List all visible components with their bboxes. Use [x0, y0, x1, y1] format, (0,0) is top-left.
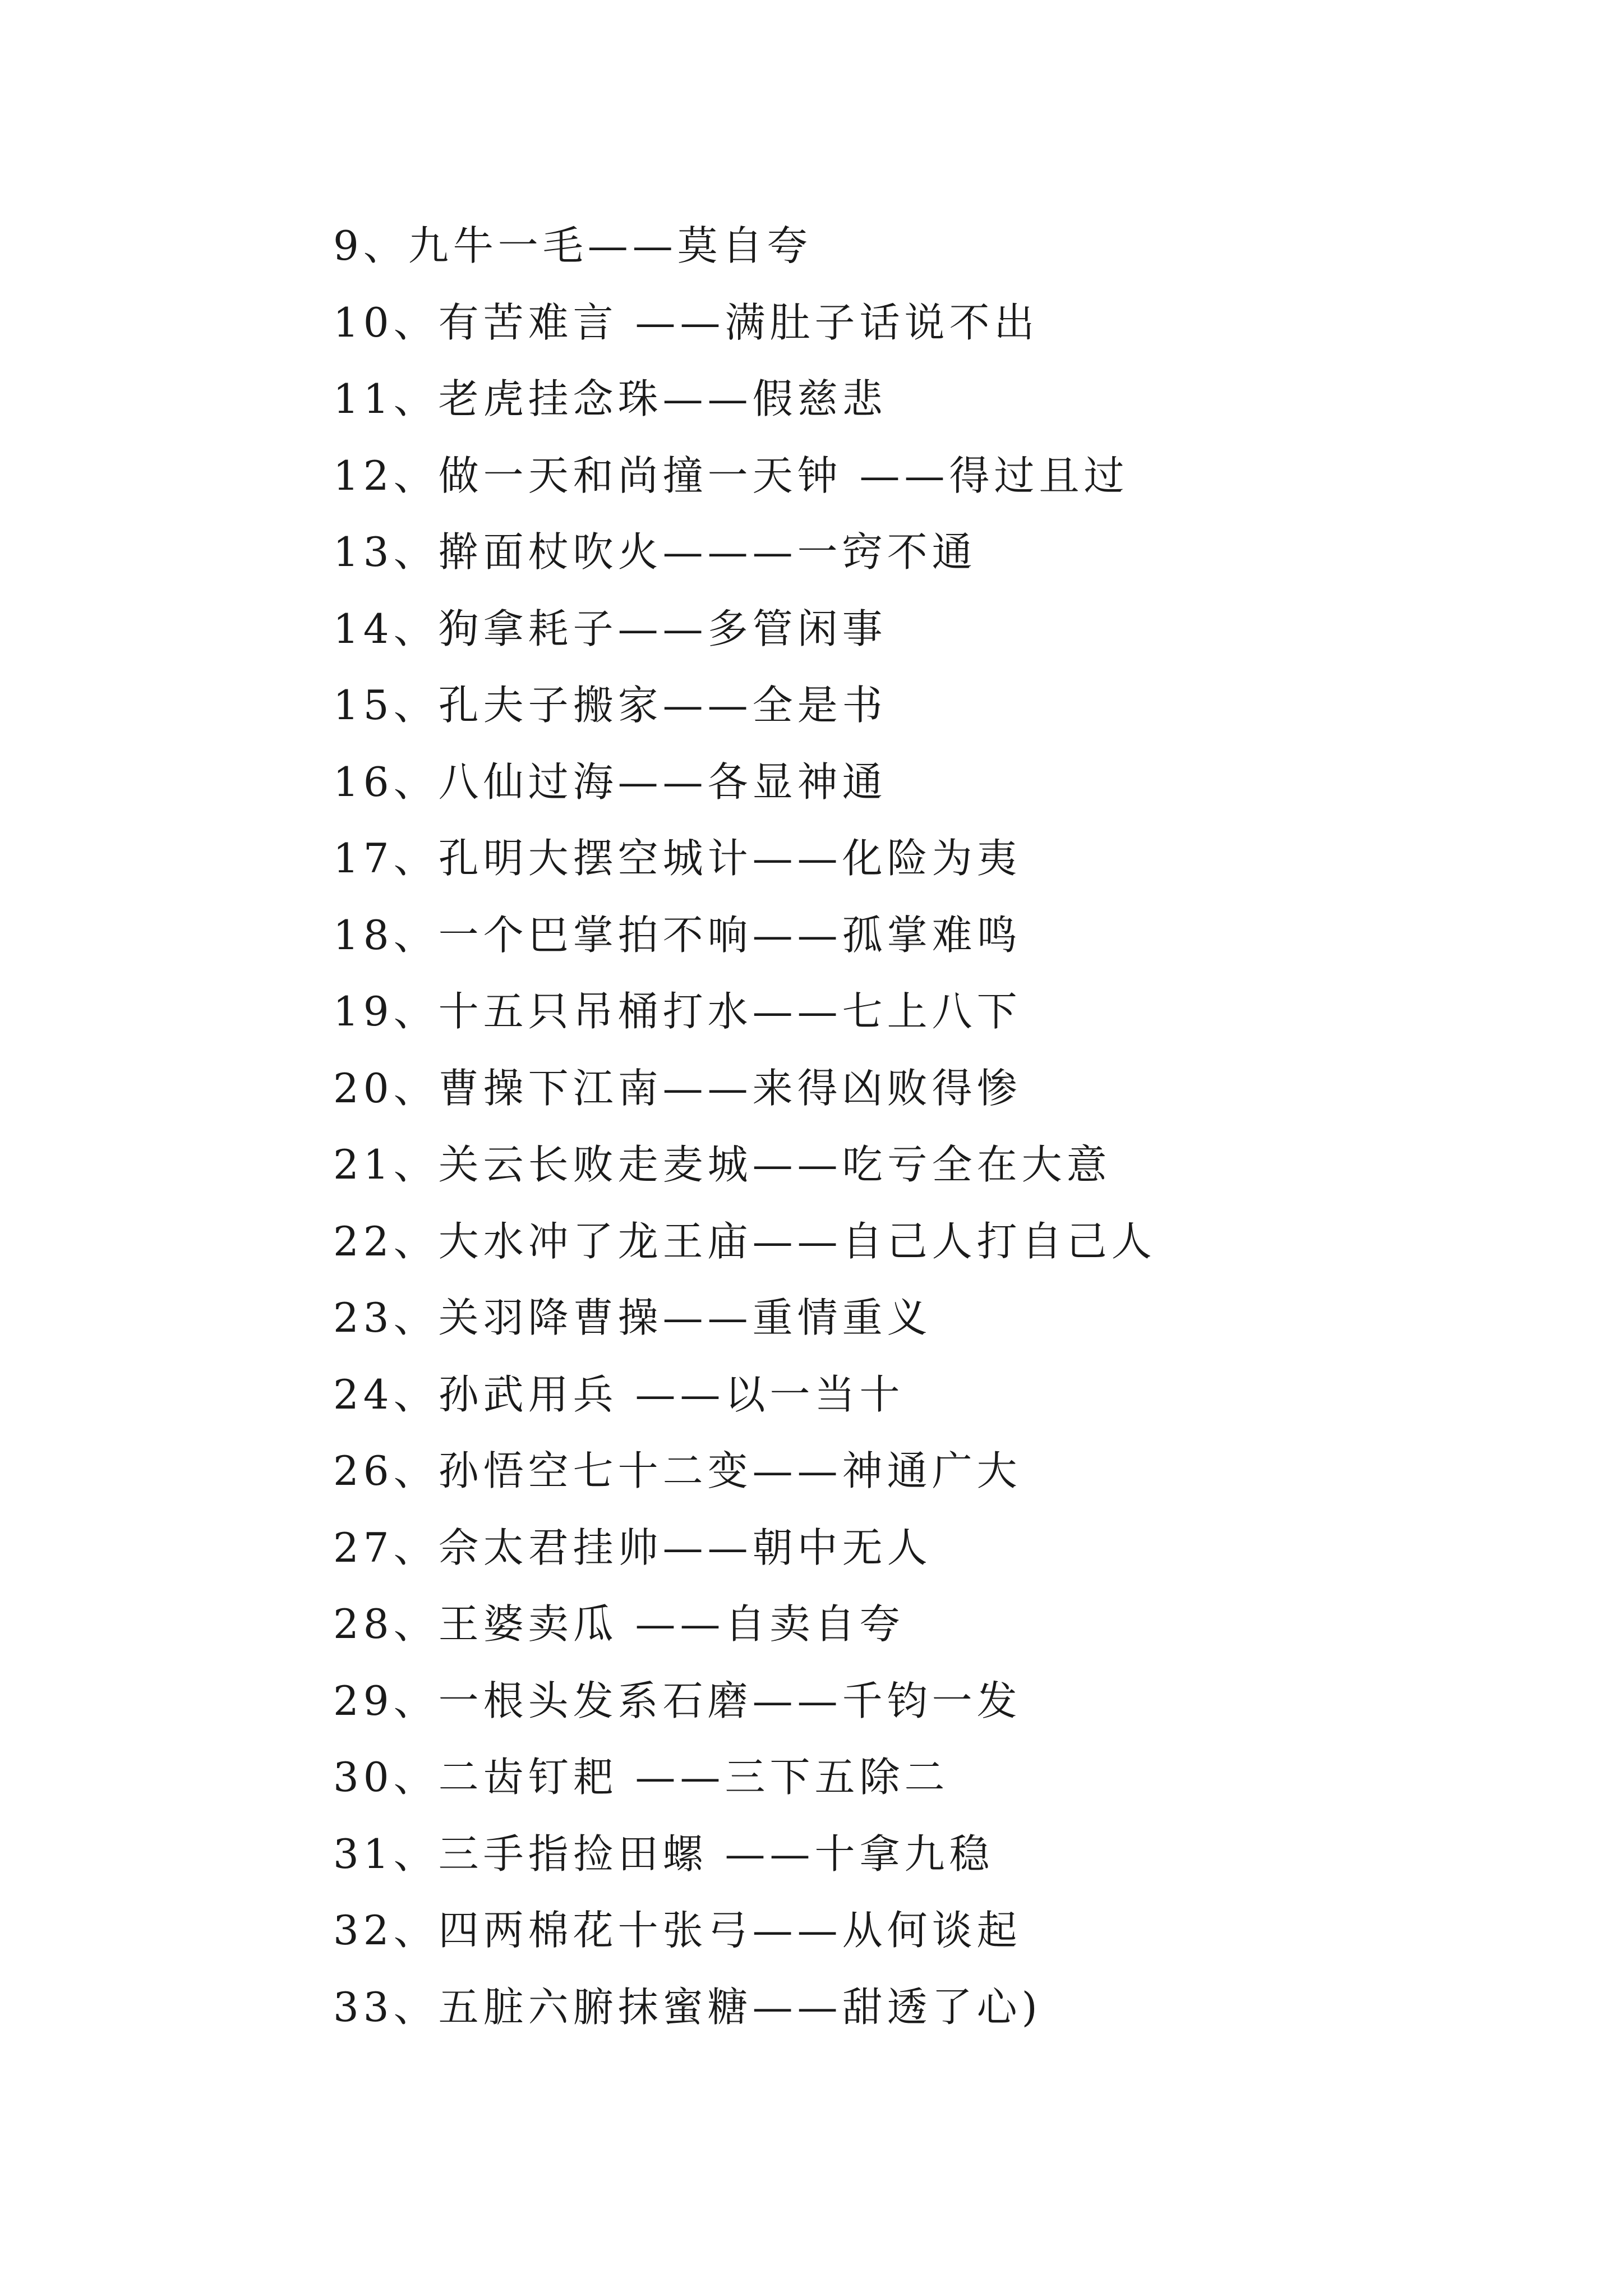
- list-item: 24、孙武用兵 ——以一当十: [333, 1370, 905, 1418]
- list-item: 29、一根头发系石磨——千钧一发: [333, 1677, 1022, 1724]
- xiehouyu-list: [333, 208, 1511, 2045]
- list-item: 28、王婆卖瓜 ——自卖自夸: [333, 1600, 905, 1648]
- list-item: 33、五脏六腑抹蜜糖——甜透了心): [333, 1983, 1042, 2031]
- list-item: 11、老虎挂念珠——假慈悲: [333, 375, 887, 422]
- list-item: 19、十五只吊桶打水——七上八下: [333, 988, 1022, 1035]
- list-item: 27、佘太君挂帅——朝中无人: [333, 1524, 932, 1571]
- list-item: 20、曹操下江南——来得凶败得惨: [333, 1064, 1022, 1112]
- list-item: 15、孔夫子搬家——全是书: [333, 682, 887, 729]
- list-item: 9、九牛一毛——莫自夸: [333, 222, 812, 269]
- list-item: 12、做一天和尚撞一天钟 ——得过且过: [333, 452, 1129, 499]
- list-item: 14、狗拿耗子——多管闲事: [333, 605, 887, 652]
- list-item: 13、擀面杖吹火———一窍不通: [333, 528, 977, 576]
- list-item: 17、孔明大摆空城计——化险为夷: [333, 835, 1022, 882]
- list-item: 18、一个巴掌拍不响——孤掌难鸣: [333, 911, 1022, 959]
- list-item: 23、关羽降曹操——重情重义: [333, 1294, 932, 1341]
- list-item: 16、八仙过海——各显神通: [333, 758, 887, 806]
- list-item: 21、关云长败走麦城——吃亏全在大意: [333, 1141, 1112, 1188]
- list-item: 22、大水冲了龙王庙——自己人打自己人: [333, 1217, 1156, 1265]
- list-item: 10、有苦难言 ——满肚子话说不出: [333, 298, 1039, 346]
- list-item: 26、孙悟空七十二变——神通广大: [333, 1447, 1022, 1494]
- list-item: 30、二齿钉耙 ——三下五除二: [333, 1754, 949, 1801]
- list-item: 31、三手指捡田螺 ——十拿九稳: [333, 1830, 994, 1878]
- list-item: 32、四两棉花十张弓——从何谈起: [333, 1907, 1022, 1954]
